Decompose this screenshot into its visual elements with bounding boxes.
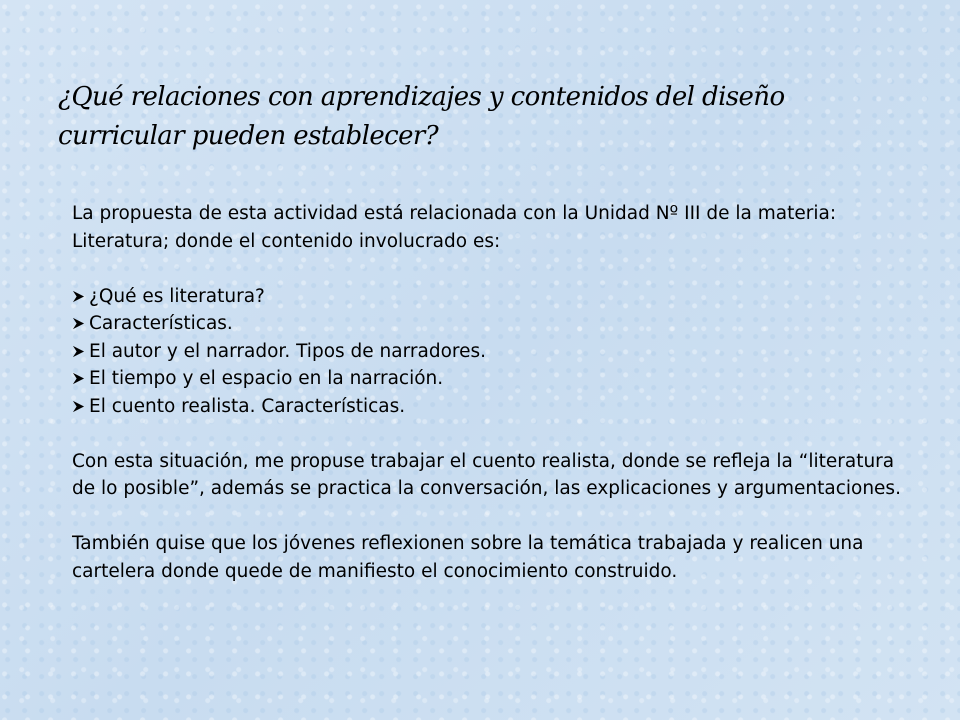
list-item [72,365,912,393]
list-item [72,393,912,421]
list-item-text: El cuento realista. Características. [89,395,406,417]
slide-title: ¿Qué relaciones con aprendizajes y contenidos del diseño curricular pueden establecer? [58,82,785,151]
list-item [72,310,912,338]
content-list [72,283,912,421]
list-item [72,338,912,366]
spacer [72,420,912,448]
list-item-text: El autor y el narrador. Tipos de narradores. [89,340,486,362]
list-item-text: ¿Qué es literatura? [89,285,265,307]
arrowhead-bullet-icon [72,345,85,358]
arrowhead-bullet-icon [72,317,85,330]
spacer [72,255,912,283]
list-item-text: Características. [89,313,233,334]
slide-body [72,200,912,585]
arrowhead-bullet-icon [72,400,85,413]
intro-paragraph: La propuesta de esta actividad está relacionada con la Unidad Nº III de la materia: Literatura; donde el contenido involucrado es: [72,203,837,252]
list-item [72,283,912,311]
list-item-text: El tiempo y el espacio en la narración. [89,368,444,389]
spacer [72,503,912,531]
paragraph-two: Con esta situación, me propuse trabajar el cuento realista, donde se refleja la “literatura de lo posible”, además se practica la conversación, las explicaciones y argumentaciones. [72,450,901,499]
paragraph-three: También quise que los jóvenes reflexionen sobre la temática trabajada y realicen una cartelera donde quede de manifiesto el conocimiento construido. [72,533,864,582]
arrowhead-bullet-icon [72,290,85,303]
arrowhead-bullet-icon [72,372,85,385]
